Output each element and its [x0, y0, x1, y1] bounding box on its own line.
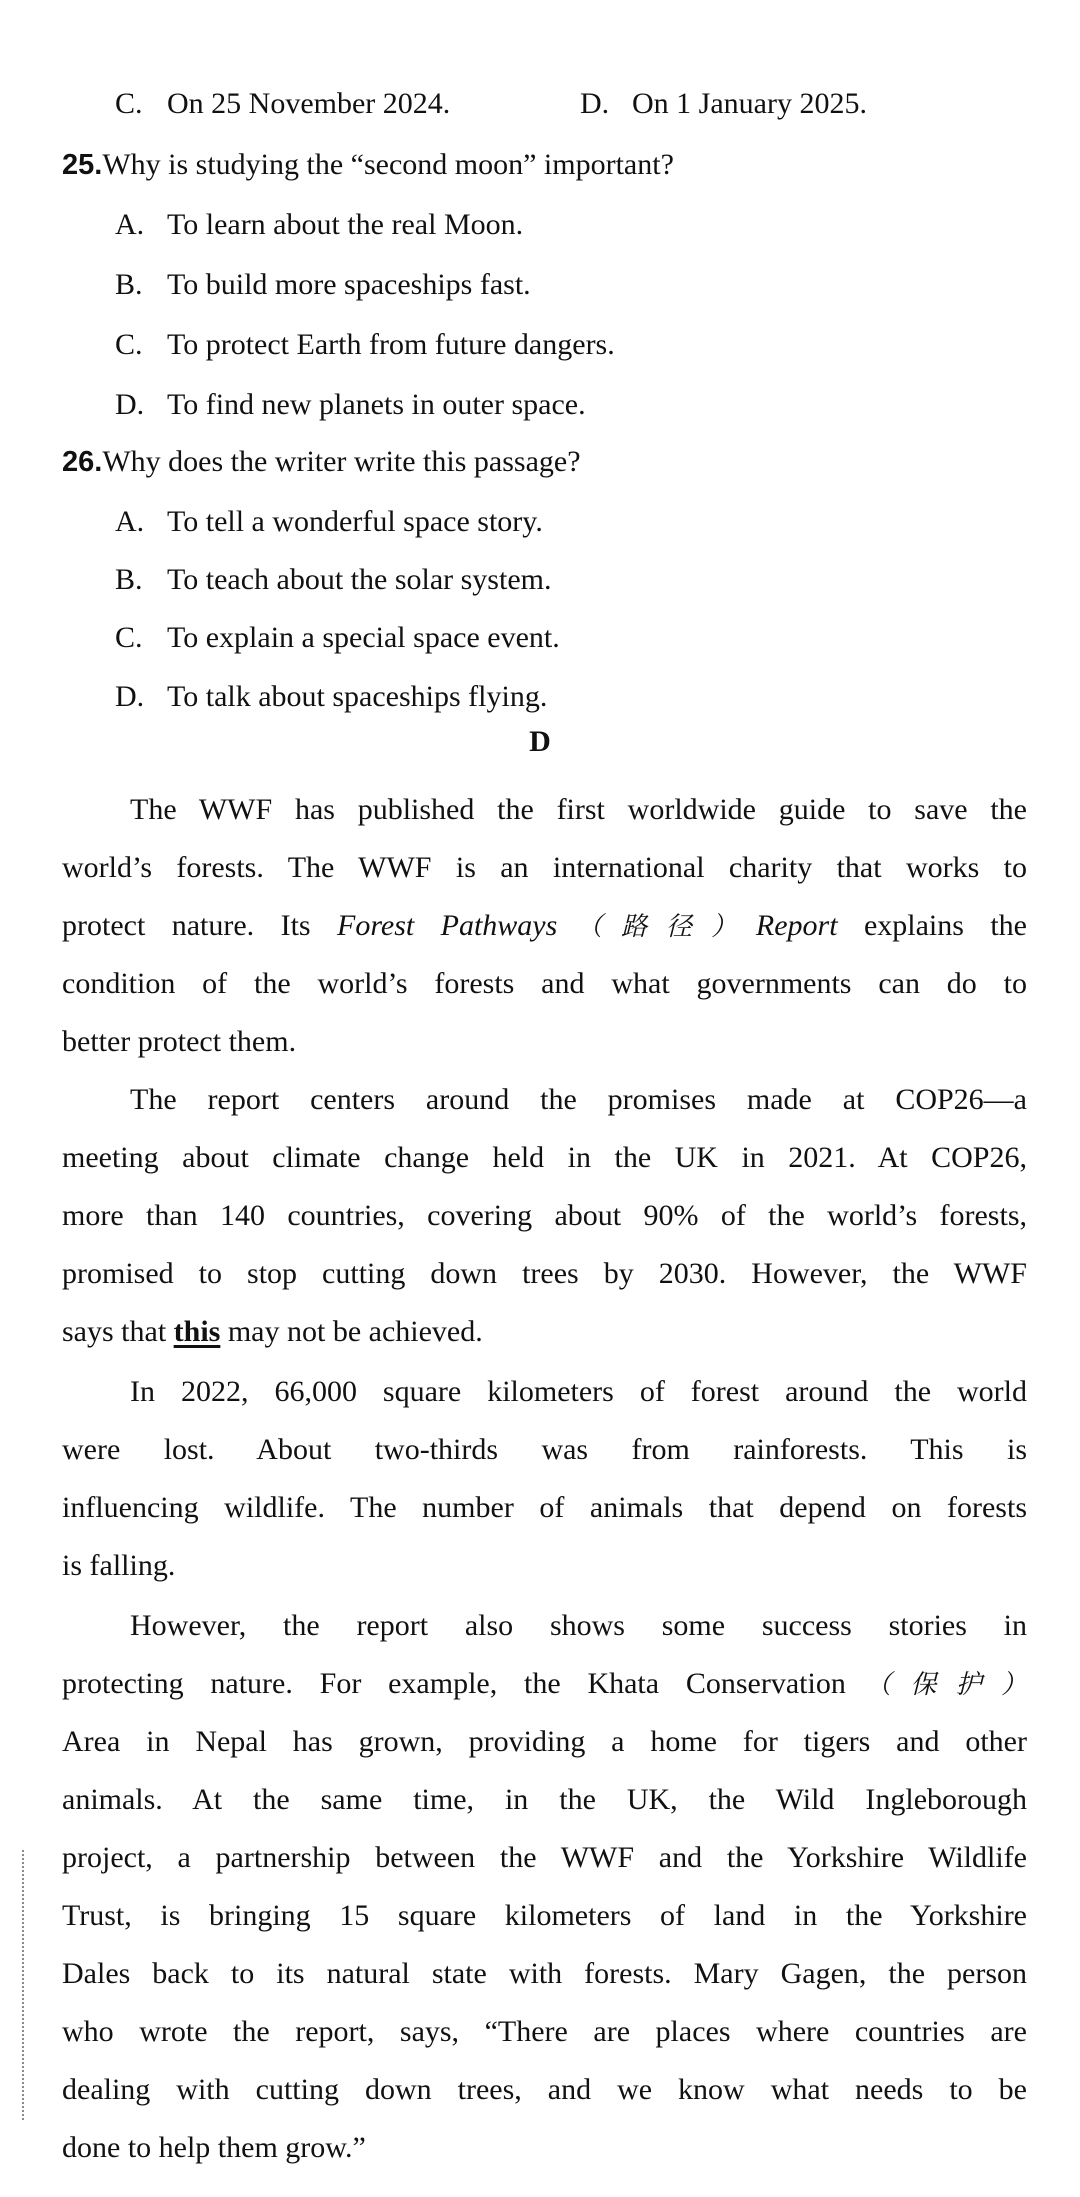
para3-line4: is falling. [62, 1549, 176, 1582]
q24-option-c [115, 84, 450, 124]
question-number: 25. [62, 149, 103, 181]
option-text: On 1 January 2025. [632, 87, 867, 120]
para4-line8: who wrote the report, says, “There are places where countries are [62, 2015, 1027, 2048]
option-text: To protect Earth from future dangers. [167, 328, 615, 361]
report-title-italic: Forest Pathways [337, 909, 558, 942]
para1-line1: The WWF has published the first worldwide guide to save the [130, 793, 1027, 826]
option-letter: B. [115, 563, 143, 596]
para3-line3: influencing wildlife. The number of animals that depend on forests [62, 1491, 1027, 1524]
q26-option-c [115, 618, 560, 658]
question-text: Why does the writer write this passage? [102, 445, 581, 478]
para1-line2: world’s forests. The WWF is an international charity that works to [62, 851, 1027, 884]
para1-line3 [62, 906, 1027, 946]
para1-line5: better protect them. [62, 1025, 297, 1058]
para2-line5-start: says that [62, 1315, 167, 1348]
underlined-word: this [173, 1315, 221, 1348]
chinese-gloss: （路径） [557, 912, 756, 942]
option-text: To tell a wonderful space story. [167, 505, 543, 538]
option-text: To find new planets in outer space. [167, 388, 586, 421]
para4-line3: Area in Nepal has grown, providing a home for tigers and other [62, 1725, 1027, 1758]
para2-line4: promised to stop cutting down trees by 2030. However, the WWF [62, 1257, 1027, 1290]
option-text: To teach about the solar system. [167, 563, 552, 596]
section-heading: D [529, 725, 551, 758]
para1-line3-end: explains the [863, 909, 1027, 942]
para4-line6: Trust, is bringing 15 square kilometers of land in the Yorkshire [62, 1899, 1027, 1932]
para4-line2 [62, 1664, 1027, 1704]
option-letter: D. [580, 87, 610, 120]
option-text: To explain a special space event. [167, 621, 560, 654]
option-letter: D. [115, 388, 145, 421]
para4-line1: However, the report also shows some success stories in [130, 1609, 1027, 1642]
q25-question [62, 145, 674, 185]
q25-option-d [115, 385, 586, 425]
option-text: To talk about spaceships flying. [167, 680, 548, 713]
para4-line2-text: protecting nature. For example, the Khata Conservation [62, 1667, 846, 1700]
report-word-italic: Report [755, 909, 838, 942]
option-letter: A. [115, 208, 145, 241]
option-text: On 25 November 2024. [167, 87, 451, 120]
q25-option-b [115, 265, 531, 305]
q26-option-a [115, 502, 543, 542]
q25-option-a [115, 205, 523, 245]
option-letter: C. [115, 87, 143, 120]
q24-option-d [580, 84, 867, 124]
q26-option-b [115, 560, 551, 600]
para3-line2: were lost. About two-thirds was from rainforests. This is [62, 1433, 1027, 1466]
option-letter: D. [115, 680, 145, 713]
chinese-gloss: （保护） [845, 1670, 1027, 1700]
para2-line5 [62, 1312, 1027, 1352]
para4-line10: done to help them grow.” [62, 2131, 366, 2164]
para3-line1: In 2022, 66,000 square kilometers of forest around the world [130, 1375, 1027, 1408]
option-text: To build more spaceships fast. [167, 268, 531, 301]
option-letter: B. [115, 268, 143, 301]
q26-option-d [115, 677, 547, 717]
question-number: 26. [62, 446, 103, 478]
binding-margin-dotted-line [22, 1850, 24, 2120]
option-letter: C. [115, 621, 143, 654]
option-text: To learn about the real Moon. [167, 208, 524, 241]
para2-line2: meeting about climate change held in the UK in 2021. At COP26, [62, 1141, 1027, 1174]
para2-line5-end: may not be achieved. [227, 1315, 483, 1348]
para4-line7: Dales back to its natural state with forests. Mary Gagen, the person [62, 1957, 1027, 1990]
para2-line1: The report centers around the promises made at COP26—a [130, 1083, 1027, 1116]
q25-option-c [115, 325, 615, 365]
question-text: Why is studying the “second moon” important? [102, 148, 674, 181]
option-letter: C. [115, 328, 143, 361]
q26-question [62, 442, 581, 482]
option-letter: A. [115, 505, 145, 538]
para4-line5: project, a partnership between the WWF and the Yorkshire Wildlife [62, 1841, 1027, 1874]
para4-line4: animals. At the same time, in the UK, the Wild Ingleborough [62, 1783, 1027, 1816]
para1-line4: condition of the world’s forests and what governments can do to [62, 967, 1027, 1000]
para4-line9: dealing with cutting down trees, and we know what needs to be [62, 2073, 1027, 2106]
para2-line3: more than 140 countries, covering about 90% of the world’s forests, [62, 1199, 1027, 1232]
para1-line3-text: protect nature. Its [62, 909, 311, 942]
